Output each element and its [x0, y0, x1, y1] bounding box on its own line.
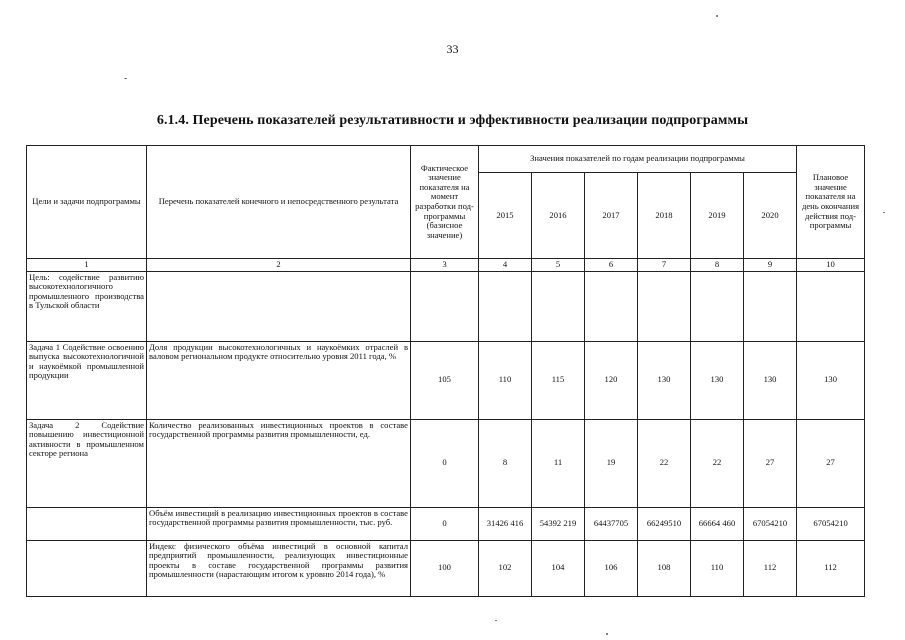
value-cell: 22	[691, 419, 744, 507]
header-year-2019: 2019	[691, 172, 744, 258]
value-cell: 112	[744, 540, 797, 596]
indicator-cell: Количество реализованных инвестиционных проектов в составе государственной программы развития промышленности, ед.	[147, 419, 411, 507]
value-cell: 115	[532, 341, 585, 419]
header-indicators: Перечень показателей конечного и непосредственного результата	[147, 146, 411, 259]
baseline-cell: 0	[411, 419, 479, 507]
value-cell: 11	[532, 419, 585, 507]
indicator-cell: Доля продукции высокотехнологичных и наукоёмких отраслей в валовом региональном продукте относительно уровня 2011 года, %	[147, 341, 411, 419]
header-baseline: Фактическое значение показателя на момент разработки под-программы (базисное значение)	[411, 146, 479, 259]
value-cell: 8	[479, 419, 532, 507]
value-cell: 66249510	[638, 507, 691, 540]
value-cell: 130	[691, 341, 744, 419]
header-year-2015: 2015	[479, 172, 532, 258]
value-cell: 27	[744, 419, 797, 507]
value-cell: 31426 416	[479, 507, 532, 540]
goal-cell: Цель: содействие развитию высокотехнологичного промышленного производства в Тульской области	[27, 271, 147, 341]
column-number: 7	[638, 259, 691, 272]
column-number: 1	[27, 259, 147, 272]
column-number: 6	[585, 259, 638, 272]
column-number: 5	[532, 259, 585, 272]
value-cell: 104	[532, 540, 585, 596]
value-cell	[744, 271, 797, 341]
header-goals: Цели и задачи подпрограммы	[27, 146, 147, 259]
value-cell: 120	[585, 341, 638, 419]
scan-speck	[716, 15, 718, 17]
header-year-2016: 2016	[532, 172, 585, 258]
planned-cell	[797, 271, 865, 341]
column-number: 2	[147, 259, 411, 272]
scan-speck	[495, 620, 497, 621]
value-cell	[479, 271, 532, 341]
header-year-2020: 2020	[744, 172, 797, 258]
column-number: 10	[797, 259, 865, 272]
scan-speck	[606, 633, 608, 635]
value-cell: 66664 460	[691, 507, 744, 540]
section-title: 6.1.4. Перечень показателей результативности и эффективности реализации подпрограммы	[156, 113, 749, 128]
value-cell: 64437705	[585, 507, 638, 540]
table-row	[27, 419, 865, 507]
value-cell: 22	[638, 419, 691, 507]
value-cell: 110	[691, 540, 744, 596]
goal-cell: Задача 1 Содействие освоению выпуска высокотехнологичной и наукоёмкой промышленной продукции	[27, 341, 147, 419]
page-number: 33	[446, 42, 459, 56]
column-number-row	[27, 259, 865, 272]
indicator-cell: Объём инвестиций в реализацию инвестиционных проектов в составе государственной программы развития промышленности, тыс. руб.	[147, 507, 411, 540]
indicator-cell: Индекс физического объёма инвестиций в основной капитал предприятий промышленности, реализующих инвестиционные проекты в составе государственной программы развития промышленности (нарастающим итогом к уровню 2014 года), %	[147, 540, 411, 596]
header-years-group: Значения показателей по годам реализации подпрограммы	[479, 146, 797, 173]
value-cell	[532, 271, 585, 341]
scan-speck	[124, 78, 127, 79]
table-row	[27, 341, 865, 419]
table-row	[27, 507, 865, 540]
baseline-cell: 100	[411, 540, 479, 596]
column-number: 3	[411, 259, 479, 272]
table-row	[27, 540, 865, 596]
value-cell: 19	[585, 419, 638, 507]
baseline-cell: 105	[411, 341, 479, 419]
planned-cell: 67054210	[797, 507, 865, 540]
header-year-2017: 2017	[585, 172, 638, 258]
value-cell	[691, 271, 744, 341]
planned-cell: 27	[797, 419, 865, 507]
value-cell: 130	[638, 341, 691, 419]
value-cell: 108	[638, 540, 691, 596]
column-number: 8	[691, 259, 744, 272]
indicators-table	[26, 145, 865, 597]
planned-cell: 112	[797, 540, 865, 596]
value-cell	[638, 271, 691, 341]
value-cell: 67054210	[744, 507, 797, 540]
column-number: 4	[479, 259, 532, 272]
planned-cell: 130	[797, 341, 865, 419]
baseline-cell	[411, 271, 479, 341]
value-cell	[585, 271, 638, 341]
value-cell: 110	[479, 341, 532, 419]
header-year-2018: 2018	[638, 172, 691, 258]
goal-cell	[27, 540, 147, 596]
value-cell: 106	[585, 540, 638, 596]
value-cell: 54392 219	[532, 507, 585, 540]
column-number: 9	[744, 259, 797, 272]
goal-cell	[27, 507, 147, 540]
value-cell: 130	[744, 341, 797, 419]
value-cell: 102	[479, 540, 532, 596]
indicator-cell	[147, 271, 411, 341]
goal-cell: Задача 2 Содействие повышению инвестиционной активности в промышленном секторе региона	[27, 419, 147, 507]
scan-speck	[883, 212, 885, 213]
table-row	[27, 271, 865, 341]
header-planned: Плановое значение показателя на день окончания действия под-программы	[797, 146, 865, 259]
baseline-cell: 0	[411, 507, 479, 540]
